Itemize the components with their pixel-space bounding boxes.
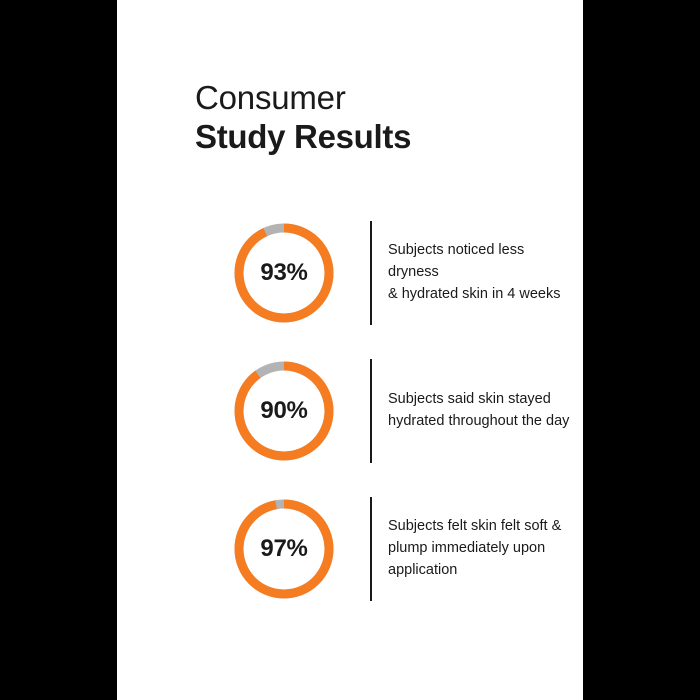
donut-gauge-90 (231, 358, 337, 464)
stat-list (177, 204, 577, 618)
donut-gauge-97 (231, 496, 337, 602)
stat-description-line2: plump immediately upon (388, 540, 546, 557)
stat-description-line2: & hydrated skin in 4 weeks (388, 285, 561, 302)
list-item (177, 204, 577, 342)
stat-description-line1: Subjects noticed less dryness (388, 242, 525, 281)
stat-description (388, 516, 561, 581)
stat-description (388, 389, 569, 433)
donut-gauge-93 (231, 220, 337, 326)
vertical-divider (370, 359, 372, 463)
list-item (177, 342, 577, 480)
gauge-value-label: 97% (260, 535, 308, 562)
gauge-value-label: 93% (260, 259, 308, 286)
gauge-value-label: 90% (260, 397, 308, 424)
title-line-study-results: Study Results (195, 117, 412, 155)
content-card (117, 0, 583, 700)
title-line-consumer: Consumer (195, 79, 346, 116)
stat-description-line3: application (388, 561, 458, 578)
vertical-divider (370, 221, 372, 325)
stat-description (388, 240, 577, 305)
list-item (177, 480, 577, 618)
stat-description-line2: hydrated throughout the day (388, 413, 570, 429)
stat-description-line1: Subjects said skin stayed (388, 391, 551, 408)
page-title (195, 80, 555, 156)
stat-description-line1: Subjects felt skin felt soft & (388, 518, 562, 535)
vertical-divider (370, 497, 372, 601)
